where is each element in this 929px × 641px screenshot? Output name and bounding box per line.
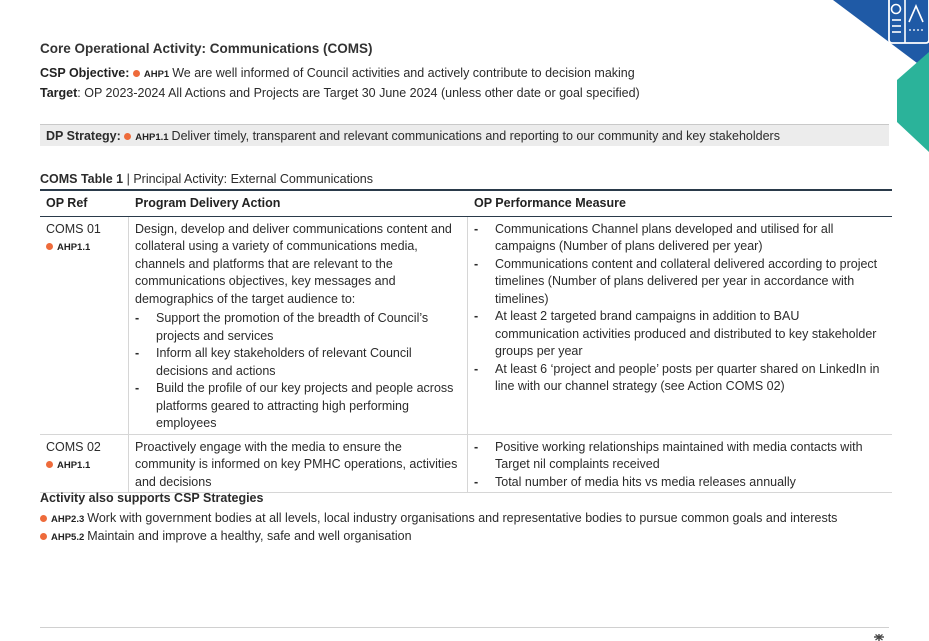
bullet-dot-icon — [40, 515, 47, 522]
asterisk-icon — [873, 633, 885, 641]
dp-strategy-text: Deliver timely, transparent and relevant communications and reporting to our community and key stakeholders — [171, 129, 780, 143]
action-cell — [129, 434, 468, 493]
table-header-row — [40, 190, 892, 216]
op-ref-code: AHP1.1 — [57, 460, 91, 471]
measure-cell — [468, 434, 893, 493]
header-op-performance-measure: OP Performance Measure — [468, 190, 893, 216]
measure-list — [474, 439, 886, 492]
target-line — [40, 86, 640, 100]
dp-strategy-label: DP Strategy: — [46, 129, 121, 143]
action-intro: Design, develop and deliver communications content and collateral using a variety of communications media, channels and platforms that are relevant to the communications objectives, key messages and demographics of the target audience to: — [135, 221, 452, 306]
op-ref-cell — [40, 216, 129, 434]
csp-objective-label: CSP Objective: — [40, 66, 130, 80]
op-ref-cell — [40, 434, 129, 493]
objective-text: We are well informed of Council activities and actively contribute to decision making — [172, 66, 635, 80]
csp-objective — [40, 66, 635, 80]
list-item: - At least 6 ‘project and people’ posts per quarter shared on LinkedIn in line with our channel strategy (see Action COMS 02) — [474, 361, 886, 396]
bullet-dot-icon — [46, 461, 53, 468]
list-item: - Positive working relationships maintained with media contacts with Target nil complaints received — [474, 439, 886, 474]
supports-item — [40, 511, 837, 525]
target-label: Target — [40, 86, 78, 100]
table-caption — [40, 172, 373, 186]
op-ref-code: AHP1.1 — [57, 242, 91, 253]
list-item: - Communications Channel plans developed and utilised for all campaigns (Number of plans delivered per year) — [474, 221, 886, 256]
supports-title: Activity also supports CSP Strategies — [40, 491, 264, 505]
footer-divider — [40, 627, 889, 628]
table-row — [40, 216, 892, 434]
header-program-delivery-action: Program Delivery Action — [129, 190, 468, 216]
target-text: : OP 2023-2024 All Actions and Projects are Target 30 June 2024 (unless other date or goal specified) — [77, 86, 640, 100]
measure-list — [474, 221, 886, 396]
op-ref: COMS 02 — [46, 439, 101, 454]
list-item: - At least 2 targeted brand campaigns in addition to BAU communication activities produced and distributed to key stakeholder groups per year — [474, 308, 886, 361]
supports-text: Maintain and improve a healthy, safe and well organisation — [87, 529, 412, 543]
header-op-ref: OP Ref — [40, 190, 129, 216]
table-caption-rest: | Principal Activity: External Communications — [123, 172, 373, 186]
bullet-dot-icon — [124, 133, 131, 140]
measure-cell — [468, 216, 893, 434]
action-cell — [129, 216, 468, 434]
supports-code: AHP2.3 — [51, 514, 85, 525]
list-item: - Build the profile of our key projects and people across platforms geared to attracting high performing employees — [135, 380, 461, 433]
activities-table — [40, 189, 892, 493]
bullet-dot-icon — [46, 243, 53, 250]
list-item: - Communications content and collateral delivered according to project timelines (Number of plans delivered per year in accordance with timelines) — [474, 256, 886, 309]
supports-text: Work with government bodies at all levels, local industry organisations and representative bodies to pursue common goals and interests — [87, 511, 838, 525]
dp-strategy-code: AHP1.1 — [135, 132, 169, 143]
op-ref: COMS 01 — [46, 221, 101, 236]
objective-code: AHP1 — [143, 69, 170, 80]
action-intro: Proactively engage with the media to ensure the community is informed on key PMHC operations, activities and decisions — [135, 439, 458, 489]
supports-code: AHP5.2 — [51, 532, 85, 543]
list-item: - Total number of media hits vs media releases annually — [474, 474, 886, 492]
bullet-dot-icon — [133, 70, 140, 77]
bullet-dot-icon — [40, 533, 47, 540]
table-caption-bold: COMS Table 1 — [40, 172, 124, 186]
page-title: Core Operational Activity: Communications (COMS) — [40, 41, 373, 56]
table-row — [40, 434, 892, 493]
action-list — [135, 310, 461, 433]
list-item: - Inform all key stakeholders of relevant Council decisions and actions — [135, 345, 461, 380]
supports-item — [40, 529, 412, 543]
document-layout-icon — [885, 0, 929, 46]
list-item: - Support the promotion of the breadth of Council’s projects and services — [135, 310, 461, 345]
dp-strategy-bar — [40, 124, 889, 146]
